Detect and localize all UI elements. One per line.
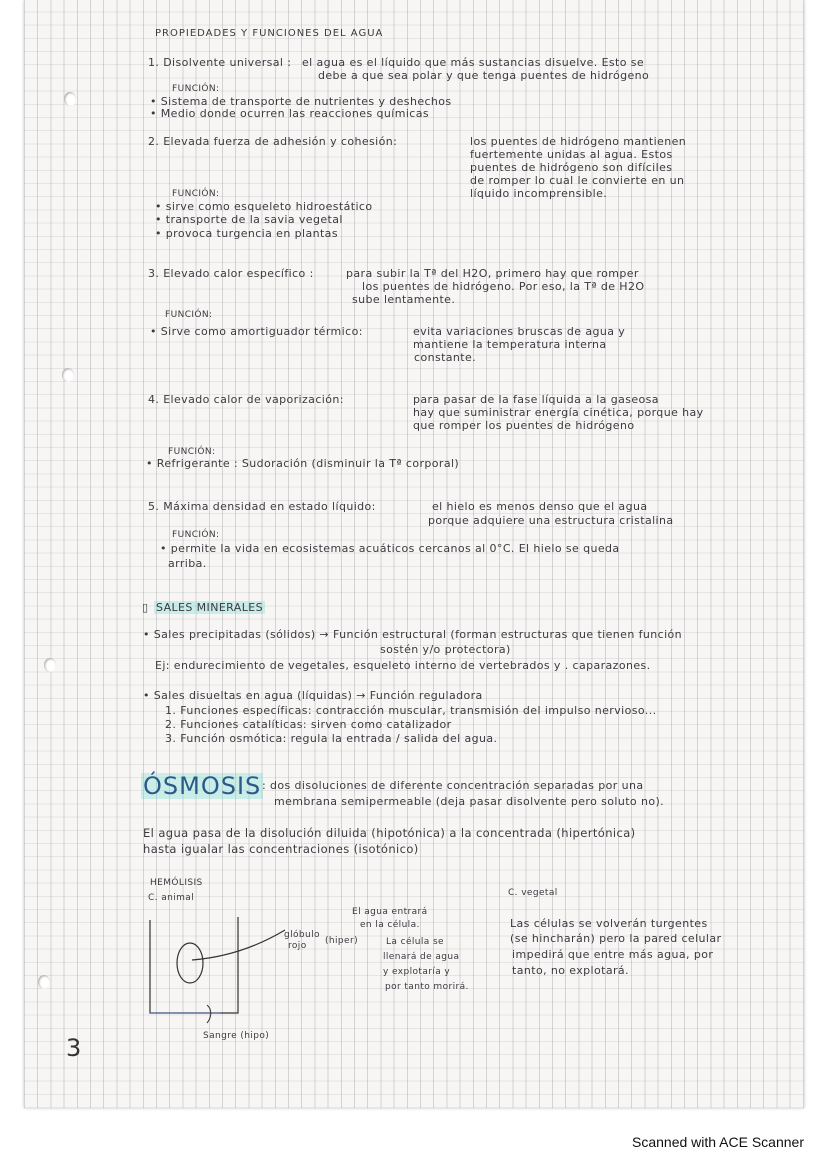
sales-precipitadas: sostén y/o protectora) — [380, 643, 511, 656]
s1-bullet: • Sistema de transporte de nutrientes y deshechos — [150, 95, 452, 108]
sales-disueltas: • Sales disueltas en agua (líquidas) → Función reguladora — [143, 689, 483, 702]
sales-item: 1. Funciones específicas: contracción muscular, transmisión del impulso nervioso... — [165, 704, 657, 717]
vegetal-cell-label: C. vegetal — [508, 888, 558, 898]
s2-desc: líquido incomprensible. — [470, 187, 608, 200]
s3-bullet-desc: evita variaciones bruscas de agua y — [413, 325, 626, 338]
globulo-label: rojo — [288, 941, 307, 951]
s5-desc: el hielo es menos denso que el agua — [432, 500, 648, 513]
binder-hole — [64, 92, 76, 106]
osmosis-flow: El agua pasa de la disolución diluida (hipotónica) a la concentrada (hipertónica) — [143, 826, 636, 840]
s3-bullet: • Sirve como amortiguador térmico: — [150, 325, 363, 338]
animal-text: La célula se — [386, 937, 444, 947]
s5-bullet: arriba. — [168, 557, 207, 570]
s4-heading: 4. Elevado calor de vaporización: — [148, 393, 344, 406]
page-title: PROPIEDADES Y FUNCIONES DEL AGUA — [155, 28, 384, 39]
animal-text: por tanto morirá. — [385, 982, 469, 992]
animal-text: llenará de agua — [383, 952, 460, 962]
hemolisis-label: HEMÓLISIS — [150, 878, 203, 888]
animal-text: El agua entrará — [352, 907, 428, 917]
binder-hole — [44, 658, 56, 672]
s5-funcion-label: FUNCIÓN: — [172, 530, 220, 540]
s2-bullet: • provoca turgencia en plantas — [155, 227, 338, 240]
osmosis-heading: ÓSMOSIS — [143, 772, 262, 800]
s3-desc: los puentes de hidrógeno. Por eso, la Tª de H2O — [362, 280, 645, 293]
scanner-watermark: Scanned with ACE Scanner — [632, 1134, 804, 1150]
s3-bullet-desc: constante. — [414, 351, 477, 364]
s1-heading: 1. Disolvente universal : — [148, 56, 292, 69]
binder-hole — [38, 975, 50, 989]
vegetal-text: Las células se volverán turgentes — [510, 917, 708, 930]
red-blood-cell-diagram — [140, 905, 290, 1035]
sales-item: 3. Función osmótica: regula la entrada / salida del agua. — [165, 732, 498, 745]
hiper-label: (hiper) — [325, 936, 358, 946]
sales-item: 2. Funciones catalíticas: sirven como catalizador — [165, 718, 452, 731]
s4-funcion-label: FUNCIÓN: — [168, 447, 216, 457]
s3-desc: para subir la Tª del H2O, primero hay que romper — [346, 267, 639, 280]
s3-funcion-label: FUNCIÓN: — [165, 310, 213, 320]
s2-desc: puentes de hidrógeno son difíciles — [470, 161, 673, 174]
page-number: 3 — [66, 1034, 82, 1062]
vegetal-text: tanto, no explotará. — [512, 964, 629, 977]
s2-desc: de romper lo cual le convierte en un — [470, 174, 685, 187]
s5-heading: 5. Máxima densidad en estado líquido: — [148, 500, 376, 513]
s1-funcion-label: FUNCIÓN: — [172, 84, 220, 94]
red-blood-cell — [177, 943, 203, 983]
s4-desc: para pasar de la fase líquida a la gaseosa — [413, 393, 659, 406]
vegetal-text: (se hincharán) pero la pared celular — [510, 932, 722, 945]
s3-bullet-desc: mantiene la temperatura interna — [413, 338, 607, 351]
sales-example: Ej: endurecimiento de vegetales, esqueleto interno de vertebrados y . caparazones. — [155, 659, 651, 672]
s2-desc: los puentes de hidrógeno mantienen — [470, 135, 687, 148]
vegetal-text: impedirá que entre más agua, por — [512, 948, 714, 961]
s3-desc: sube lentamente. — [352, 293, 456, 306]
s2-bullet: • transporte de la savia vegetal — [155, 213, 343, 226]
s4-bullet: • Refrigerante : Sudoración (disminuir la Tª corporal) — [146, 457, 460, 470]
binder-hole — [62, 368, 74, 382]
sales-precipitadas: • Sales precipitadas (sólidos) → Función estructural (forman estructuras que tienen función — [143, 628, 683, 641]
s4-desc: hay que suministrar energía cinética, porque hay — [413, 406, 704, 419]
animal-text: en la célula. — [360, 920, 420, 930]
sales-heading-box-icon: ▯ — [142, 601, 149, 614]
animal-cell-label: C. animal — [148, 893, 195, 903]
s1-desc: el agua es el líquido que más sustancias disuelve. Esto se — [302, 56, 645, 69]
s2-funcion-label: FUNCIÓN: — [172, 189, 220, 199]
s5-bullet: • permite la vida en ecosistemas acuáticos cercanos al 0°C. El hielo se queda — [160, 542, 620, 555]
s2-bullet: • sirve como esqueleto hidroestático — [155, 200, 373, 213]
osmosis-def: membrana semipermeable (deja pasar disolvente pero soluto no). — [274, 795, 665, 808]
s3-heading: 3. Elevado calor específico : — [148, 267, 314, 280]
s2-heading: 2. Elevada fuerza de adhesión y cohesión: — [148, 135, 398, 148]
s2-desc: fuertemente unidas al agua. Estos — [470, 148, 673, 161]
osmosis-flow: hasta igualar las concentraciones (isotónico) — [143, 842, 419, 856]
animal-text: y explotaría y — [383, 967, 451, 977]
sangre-label: Sangre (hipo) — [203, 1031, 270, 1041]
s5-desc: porque adquiere una estructura cristalina — [428, 514, 674, 527]
osmosis-def: : dos disoluciones de diferente concentración separadas por una — [262, 779, 644, 792]
s1-desc: debe a que sea polar y que tenga puentes de hidrógeno — [318, 69, 650, 82]
s1-bullet: • Medio donde ocurren las reacciones químicas — [150, 107, 429, 120]
sales-heading: SALES MINERALES — [156, 601, 263, 614]
s4-desc: que romper los puentes de hidrógeno — [413, 419, 635, 432]
globulo-label: glóbulo — [284, 930, 320, 940]
